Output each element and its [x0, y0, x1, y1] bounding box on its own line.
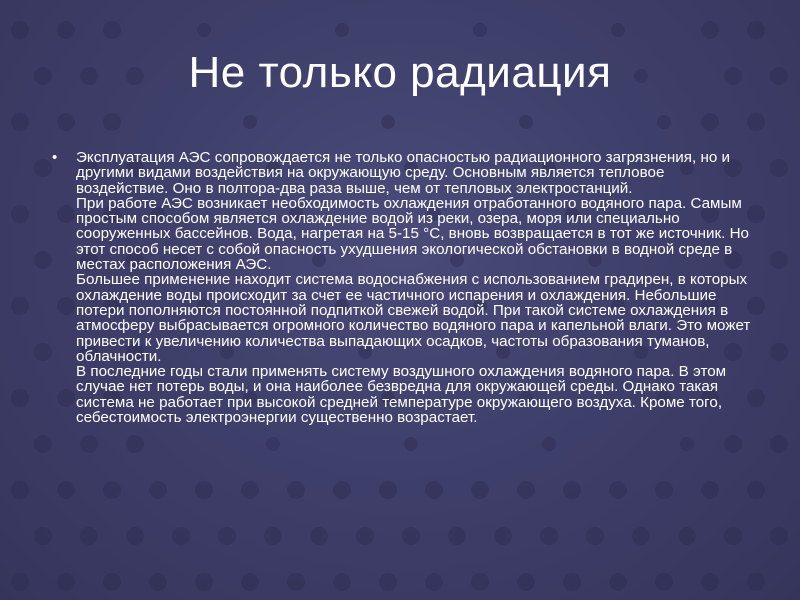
background-dot: [609, 481, 627, 499]
background-dot: [57, 21, 75, 39]
background-dot: [34, 251, 52, 269]
background-dot: [747, 573, 765, 591]
background-dot: [770, 251, 788, 269]
background-dot: [11, 297, 29, 315]
paragraph-thermal-impact: Эксплуатация АЭС сопровождается не только опасностью радиационного загрязнения, но и другими видами воздействия на окружающую среду. Основным является тепловое воздействие. Оно в полтора-два раза выше, чем от тепловых электростанций.: [76, 149, 730, 197]
background-dot: [195, 481, 213, 499]
background-dot: [425, 573, 443, 591]
slide-title: Не только радиация: [188, 48, 612, 97]
background-dot: [57, 113, 75, 131]
background-dot: [701, 113, 719, 131]
background-dot: [517, 573, 535, 591]
background-dot: [471, 573, 489, 591]
background-dot: [11, 205, 29, 223]
background-dot: [241, 573, 259, 591]
background-dot: [747, 113, 765, 131]
background-dot: [126, 527, 144, 545]
background-dot: [11, 481, 29, 499]
paragraph-water-cooling: При работе АЭС возникает необходимость охлаждения отработанного водяного пара. Самым простым способом является охлаждение водой из реки, озера, моря или специально сооруженных бассейнов. Вода, нагретая на 5-15 °С, вновь возвращается в тот же источник. Но этот способ несет с собой опасность ухудшения экологической обстановки в водной среде в местах расположения АЭС.: [76, 194, 749, 274]
background-dot: [540, 527, 558, 545]
background-dot: [197, 23, 211, 37]
background-dot: [333, 573, 351, 591]
background-dot: [770, 435, 788, 453]
background-dot: [264, 527, 282, 545]
background-dot: [402, 527, 420, 545]
background-dot: [770, 527, 788, 545]
background-dot: [632, 527, 650, 545]
background-dot: [747, 21, 765, 39]
background-dot: [563, 573, 581, 591]
background-dot: [379, 481, 397, 499]
background-dot: [103, 573, 121, 591]
background-dot: [80, 527, 98, 545]
background-dot: [11, 573, 29, 591]
slide-body: [52, 150, 752, 425]
background-dot: [287, 481, 305, 499]
background-dot: [149, 481, 167, 499]
background-dot: [103, 113, 121, 131]
background-dot: [103, 481, 121, 499]
background-dot: [655, 481, 673, 499]
background-dot: [724, 527, 742, 545]
background-dot: [473, 23, 487, 37]
background-dot: [11, 389, 29, 407]
background-dot: [563, 481, 581, 499]
paragraph-air-cooling: В последние годы стали применять систему воздушного охлаждения водяного пара. В этом случае нет потерь воды, и она наиболее безвредна для окружающей среды. Однако такая система не работает при высокой средней температуре окружающего воздуха. Кроме того, себестоимость электроэнергии существенно возрастает.: [76, 363, 727, 427]
background-dot: [333, 481, 351, 499]
background-dot: [680, 437, 694, 451]
background-dot: [218, 527, 236, 545]
background-dot: [11, 113, 29, 131]
background-dot: [519, 115, 533, 129]
background-dot: [701, 573, 719, 591]
background-dot: [34, 343, 52, 361]
background-dot: [149, 573, 167, 591]
background-dot: [103, 21, 121, 39]
background-dot: [80, 435, 98, 453]
bullet-text-block: [76, 150, 752, 425]
background-dot: [448, 527, 466, 545]
background-dot: [195, 573, 213, 591]
background-dot: [678, 527, 696, 545]
background-dot: [57, 573, 75, 591]
background-dot: [34, 159, 52, 177]
background-dot: [126, 435, 144, 453]
background-dot: [11, 21, 29, 39]
background-dot: [655, 573, 673, 591]
background-dot: [425, 481, 443, 499]
background-dot: [34, 527, 52, 545]
background-dot: [243, 115, 257, 129]
background-dot: [34, 435, 52, 453]
background-dot: [701, 21, 719, 39]
background-dot: [701, 481, 719, 499]
background-dot: [172, 527, 190, 545]
background-dot: [356, 527, 374, 545]
background-dot: [379, 573, 397, 591]
background-dot: [770, 159, 788, 177]
background-dot: [471, 481, 489, 499]
paragraph-cooling-towers: Большее применение находит система водоснабжения с использованием градирен, в которых охлаждение воды происходит за счет ее частичного испарения и охлаждения. Небольшие потери пополняются постоянной подпиткой свежей водой. При такой системе охлаждения в атмосферу выбрасывается огромного количество водяного пара и капельной влаги. Это может привести к увеличению количества выпадающих осадков, частоты образования туманов, облачности.: [76, 271, 751, 365]
background-dot: [381, 115, 395, 129]
background-dot: [542, 437, 556, 451]
background-dot: [517, 481, 535, 499]
background-dot: [494, 527, 512, 545]
background-dot: [335, 23, 349, 37]
background-dot: [310, 527, 328, 545]
background-dot: [586, 527, 604, 545]
bullet-icon: •: [52, 149, 58, 166]
background-dot: [747, 481, 765, 499]
background-dot: [241, 481, 259, 499]
background-dot: [657, 115, 671, 129]
background-dot: [770, 343, 788, 361]
background-dot: [404, 437, 418, 451]
background-dot: [266, 437, 280, 451]
bullet-item: [52, 150, 752, 425]
background-dot: [609, 573, 627, 591]
background-dot: [287, 573, 305, 591]
background-dot: [57, 481, 75, 499]
background-dot: [724, 435, 742, 453]
background-dot: [611, 23, 625, 37]
